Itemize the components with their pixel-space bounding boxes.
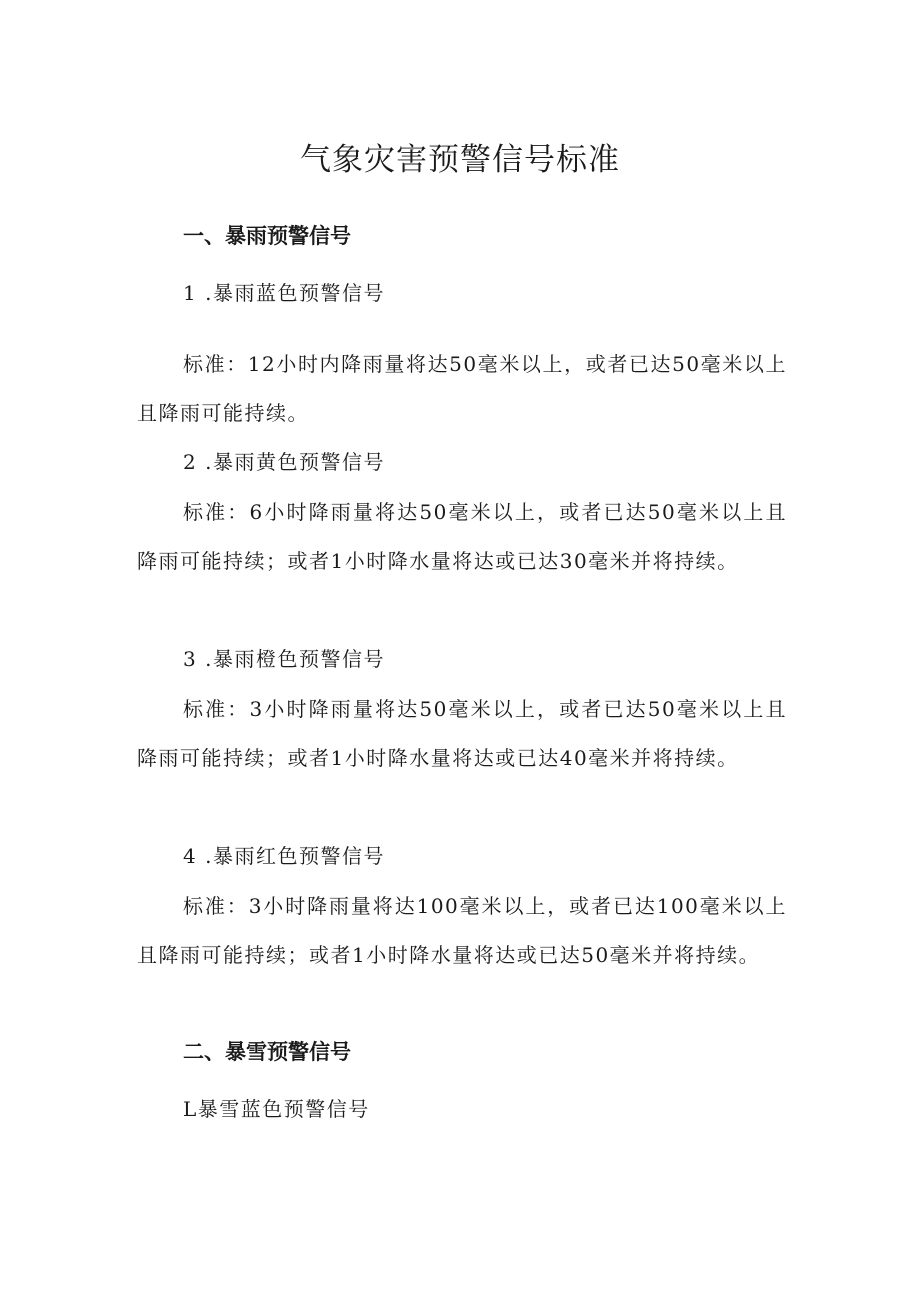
- rainstorm-red-standard: 标准：3小时降雨量将达100毫米以上，或者已达100毫米以上且降雨可能持续；或者1小时降水量将达或已达50毫米并将持续。: [137, 894, 787, 967]
- rainstorm-orange-label: 3 .暴雨橙色预警信号: [183, 647, 385, 671]
- rainstorm-yellow-standard: 标准：6小时降雨量将达50毫米以上，或者已达50毫米以上且降雨可能持续；或者1小时降水量将达或已达30毫米并将持续。: [137, 500, 787, 573]
- document-title: 气象灾害预警信号标准: [300, 142, 620, 178]
- section-heading-blizzard: 二、暴雪预警信号: [183, 1040, 351, 1064]
- rainstorm-blue-label: 1 .暴雨蓝色预警信号: [183, 281, 385, 305]
- rainstorm-blue-standard: 标准：12小时内降雨量将达50毫米以上，或者已达50毫米以上且降雨可能持续。: [137, 352, 787, 425]
- rainstorm-orange-standard: 标准：3小时降雨量将达50毫米以上，或者已达50毫米以上且降雨可能持续；或者1小时降水量将达或已达40毫米并将持续。: [137, 697, 787, 770]
- section-heading-rainstorm: 一、暴雨预警信号: [183, 224, 351, 248]
- blizzard-blue-label: L暴雪蓝色预警信号: [183, 1097, 370, 1121]
- rainstorm-red-label: 4 .暴雨红色预警信号: [183, 844, 385, 868]
- rainstorm-yellow-label: 2 .暴雨黄色预警信号: [183, 450, 385, 474]
